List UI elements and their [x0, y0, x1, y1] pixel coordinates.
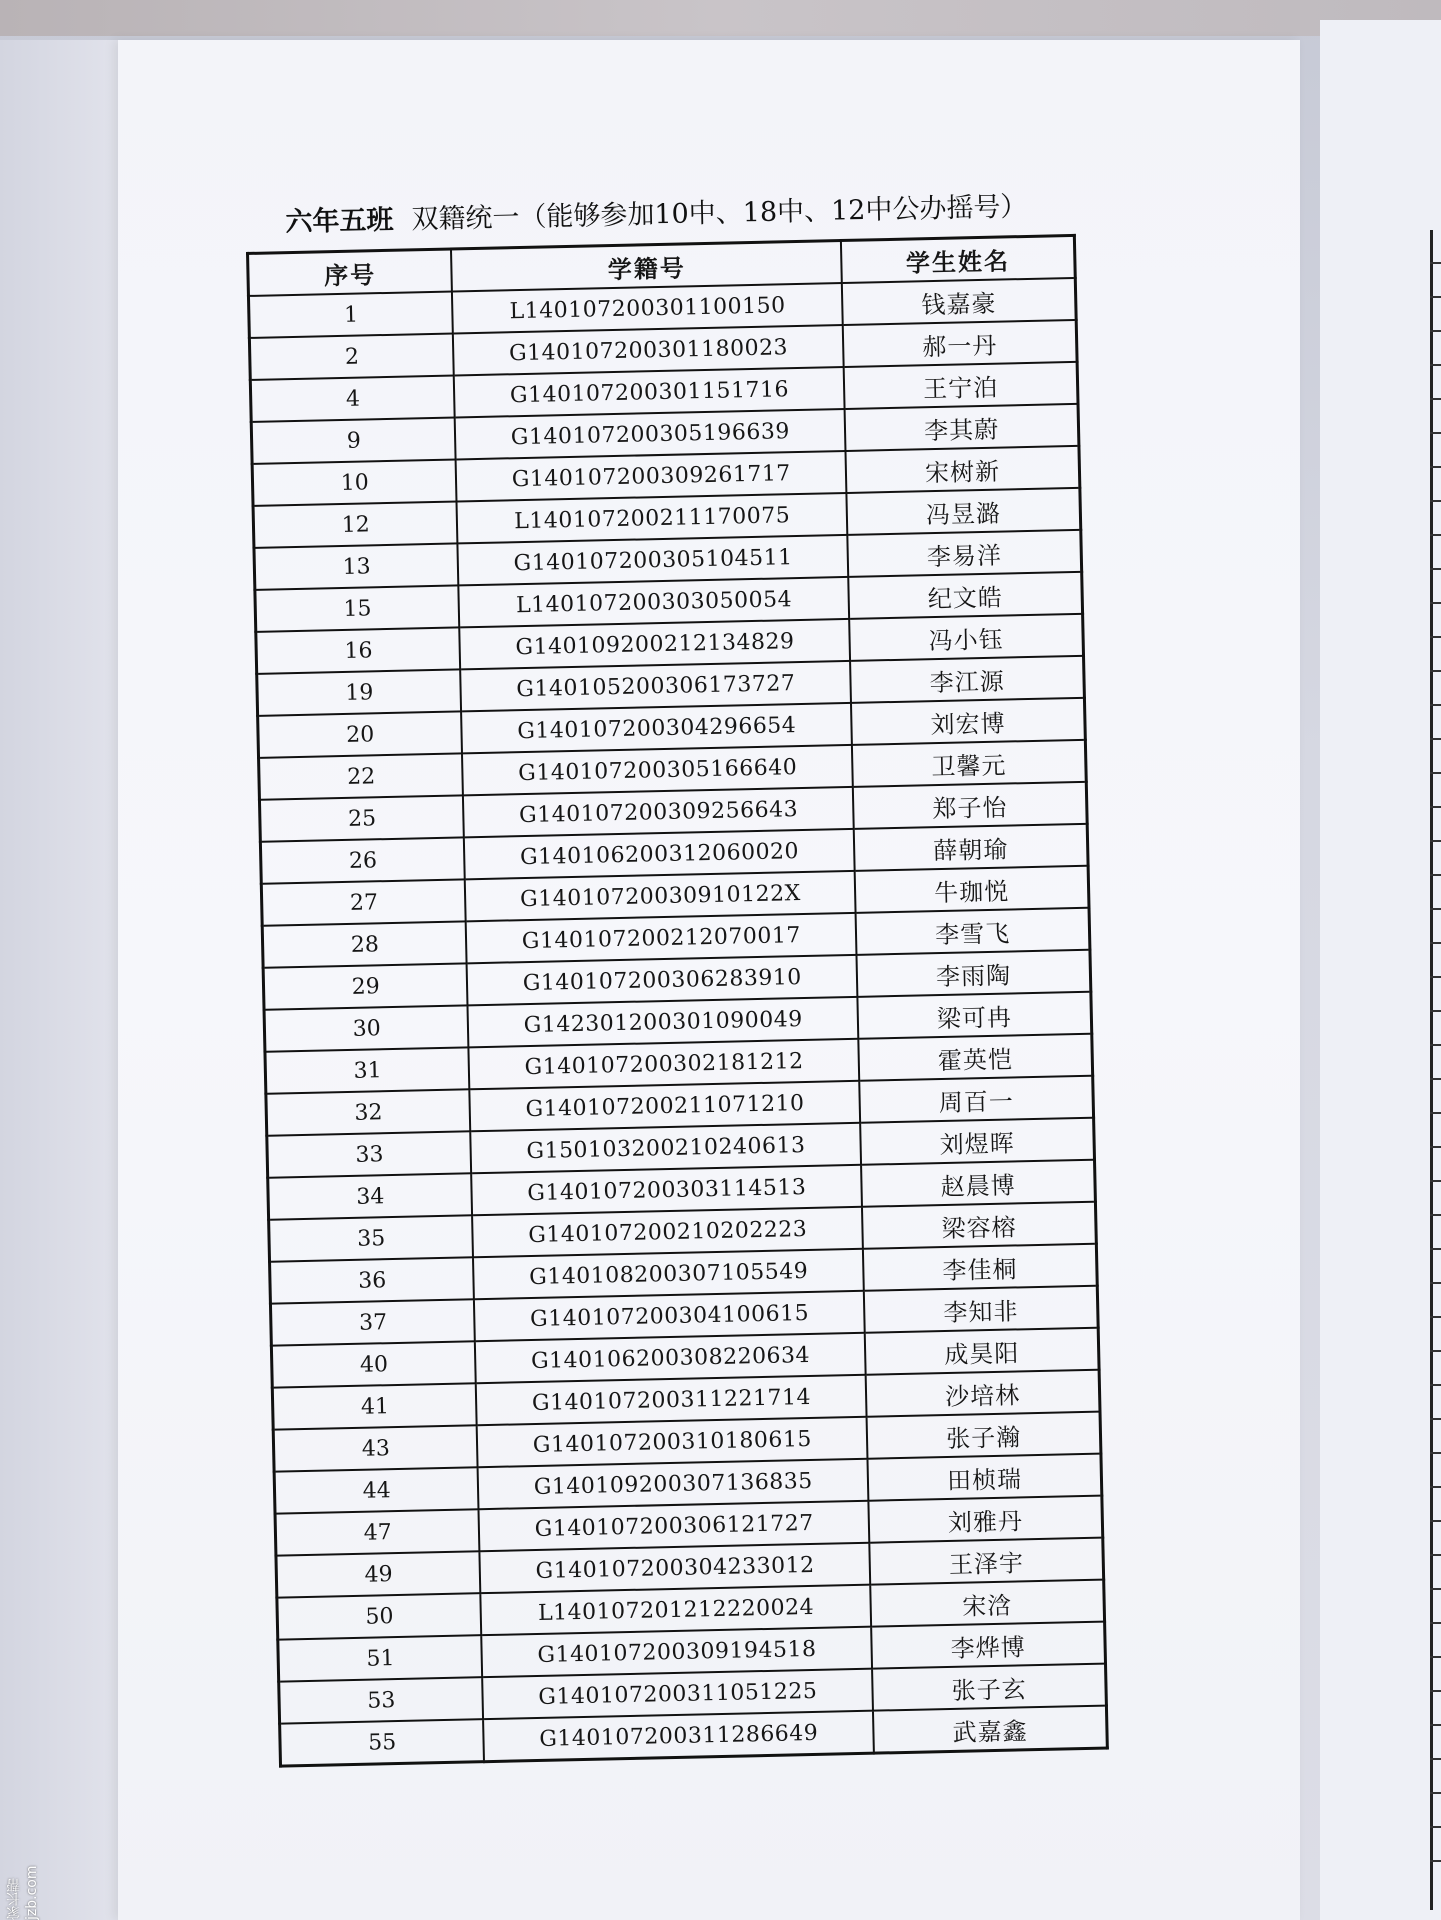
- row-student-name: 梁容榕: [862, 1202, 1096, 1249]
- underlying-table-rule: [1430, 1656, 1441, 1658]
- underlying-table-rule: [1430, 908, 1441, 910]
- underlying-table-rule: [1430, 1622, 1441, 1624]
- underlying-table-rule: [1430, 1588, 1441, 1590]
- title-description: 双籍统一（能够参加10中、18中、12中公办摇号）: [411, 191, 1028, 236]
- row-student-id: G140107200306121727: [479, 1501, 870, 1551]
- underlying-table-rule: [1430, 1486, 1441, 1488]
- row-student-name: 张子玄: [872, 1664, 1106, 1711]
- row-student-name: 李雨陶: [857, 950, 1091, 997]
- row-student-name: 牛珈悦: [855, 866, 1089, 913]
- underlying-table-rule: [1430, 466, 1441, 468]
- row-student-id: G140107200311051225: [483, 1669, 874, 1719]
- row-serial: 33: [267, 1131, 472, 1177]
- row-student-name: 郑子怡: [853, 782, 1087, 829]
- row-student-id: G140107200301180023: [453, 325, 844, 375]
- underlying-table-rule: [1430, 1350, 1441, 1352]
- row-student-name: 梁可冉: [858, 992, 1092, 1039]
- row-student-name: 薛朝瑜: [854, 824, 1088, 871]
- underlying-table-rule: [1430, 1690, 1441, 1692]
- underlying-table-rule: [1430, 1758, 1441, 1760]
- row-student-name: 田桢瑞: [868, 1454, 1102, 1501]
- row-serial: 27: [261, 879, 466, 925]
- row-serial: 31: [265, 1047, 470, 1093]
- underlying-table-rule: [1430, 1860, 1441, 1862]
- row-student-id: G140107200304233012: [480, 1543, 871, 1593]
- row-student-name: 成昊阳: [865, 1328, 1099, 1375]
- underlying-table-rule: [1430, 568, 1441, 570]
- row-student-id: G140105200306173727: [461, 661, 852, 711]
- row-student-id: G140106200312060020: [464, 829, 855, 879]
- row-student-name: 宋浛: [870, 1580, 1104, 1627]
- row-student-id: G140107200309256643: [463, 787, 854, 837]
- row-student-name: 郝一丹: [843, 320, 1077, 367]
- row-serial: 47: [275, 1509, 480, 1555]
- underlying-table-rule: [1430, 398, 1441, 400]
- row-serial: 35: [269, 1215, 474, 1261]
- row-student-name: 卫馨元: [852, 740, 1086, 787]
- row-student-name: 冯昱潞: [847, 488, 1081, 535]
- row-student-name: 张子瀚: [867, 1412, 1101, 1459]
- row-student-name: 刘雅丹: [869, 1496, 1103, 1543]
- row-student-id: G140107200305166640: [462, 745, 853, 795]
- underlying-table-rule: [1430, 976, 1441, 978]
- row-serial: 37: [270, 1299, 475, 1345]
- underlying-table-rule: [1430, 1826, 1441, 1828]
- row-student-id: G140107200306283910: [467, 955, 858, 1005]
- underlying-table-rule: [1430, 1724, 1441, 1726]
- row-student-id: G140107200310180615: [477, 1417, 868, 1467]
- row-student-name: 周百一: [859, 1076, 1093, 1123]
- row-serial: 20: [258, 711, 463, 757]
- underlying-table-rule: [1430, 636, 1441, 638]
- underlying-table-rule: [1430, 1248, 1441, 1250]
- underlying-table-rule: [1430, 1418, 1441, 1420]
- row-student-id: G140107200304100615: [474, 1291, 865, 1341]
- row-serial: 44: [274, 1467, 479, 1513]
- underlying-table-rule: [1430, 1554, 1441, 1556]
- underlying-table-rule: [1430, 534, 1441, 536]
- row-student-id: G140109200307136835: [478, 1459, 869, 1509]
- underlying-table-rule: [1430, 330, 1441, 332]
- row-serial: 30: [264, 1005, 469, 1051]
- row-student-name: 李江源: [850, 656, 1084, 703]
- row-student-id: L140107201212220024: [481, 1585, 872, 1635]
- row-student-name: 刘煜晖: [860, 1118, 1094, 1165]
- row-student-id: G14010720030910122X: [465, 871, 856, 921]
- underlying-table-rule: [1430, 296, 1441, 298]
- row-student-id: L140107200303050054: [459, 577, 850, 627]
- row-student-id: G140107200210202223: [472, 1207, 863, 1257]
- class-name: 六年五班: [285, 204, 394, 238]
- underlying-table-rule: [1430, 1112, 1441, 1114]
- header-serial: 序号: [248, 249, 453, 296]
- row-serial: 36: [270, 1257, 475, 1303]
- underlying-table-rule: [1430, 806, 1441, 808]
- row-serial: 26: [260, 837, 465, 883]
- table-surface-strip: [0, 0, 1441, 36]
- row-serial: 15: [255, 585, 460, 631]
- row-student-name: 霍英恺: [859, 1034, 1093, 1081]
- row-serial: 22: [259, 753, 464, 799]
- row-serial: 13: [254, 543, 459, 589]
- row-student-id: L140107200301100150: [452, 283, 843, 333]
- underlying-table-rule: [1430, 1282, 1441, 1284]
- row-student-id: L140107200211170075: [457, 493, 848, 543]
- underlying-table-rule: [1430, 1384, 1441, 1386]
- row-serial: 25: [259, 795, 464, 841]
- header-student-id: 学籍号: [451, 241, 842, 292]
- row-serial: 4: [250, 375, 455, 421]
- underlying-table-rule: [1430, 942, 1441, 944]
- underlying-table-border: [1430, 230, 1433, 1910]
- underlying-table-rule: [1430, 1214, 1441, 1216]
- row-student-name: 王泽宇: [870, 1538, 1104, 1585]
- row-student-name: 宋树新: [846, 446, 1080, 493]
- row-student-id: G150103200210240613: [471, 1123, 862, 1173]
- underlying-table-rule: [1430, 1452, 1441, 1454]
- row-student-name: 武嘉鑫: [873, 1706, 1107, 1754]
- row-serial: 51: [278, 1635, 483, 1681]
- row-student-id: G140107200301151716: [454, 367, 845, 417]
- underlying-table-rule: [1430, 1010, 1441, 1012]
- underlying-table-rule: [1430, 1520, 1441, 1522]
- student-table: [246, 234, 1109, 1768]
- row-serial: 1: [248, 292, 453, 338]
- underlying-table-rule: [1430, 840, 1441, 842]
- row-serial: 53: [279, 1677, 484, 1723]
- underlying-table-rule: [1430, 738, 1441, 740]
- row-student-name: 李佳桐: [863, 1244, 1097, 1291]
- row-student-name: 李知非: [864, 1286, 1098, 1333]
- row-student-name: 王宁泊: [844, 362, 1078, 409]
- row-student-id: G140109200212134829: [460, 619, 851, 669]
- underlying-table-rule: [1430, 500, 1441, 502]
- underlying-table-rule: [1430, 1180, 1441, 1182]
- row-serial: 50: [277, 1593, 482, 1639]
- row-student-name: 李烨博: [871, 1622, 1105, 1669]
- row-student-name: 李其蔚: [845, 404, 1079, 451]
- student-table-wrapper: [246, 234, 1109, 1768]
- row-student-id: G140107200303114513: [472, 1165, 863, 1215]
- row-serial: 29: [263, 963, 468, 1009]
- row-student-id: G140107200309261717: [456, 451, 847, 501]
- row-serial: 9: [251, 417, 456, 463]
- underlying-sheet: [1320, 20, 1441, 1920]
- underlying-table-rule: [1430, 364, 1441, 366]
- row-student-id: G140107200309194518: [482, 1627, 873, 1677]
- row-student-id: G140107200311286649: [483, 1711, 874, 1762]
- row-serial: 28: [262, 921, 467, 967]
- row-serial: 16: [256, 627, 461, 673]
- row-student-id: G140107200212070017: [466, 913, 857, 963]
- row-student-name: 刘宏博: [851, 698, 1085, 745]
- underlying-table-rule: [1430, 432, 1441, 434]
- row-serial: 41: [272, 1383, 477, 1429]
- row-serial: 2: [249, 333, 454, 379]
- underlying-table-rule: [1430, 874, 1441, 876]
- row-student-name: 冯小钰: [849, 614, 1083, 661]
- row-student-id: G142301200301090049: [468, 997, 859, 1047]
- underlying-table-rule: [1430, 1316, 1441, 1318]
- row-serial: 19: [257, 669, 462, 715]
- row-student-name: 纪文皓: [848, 572, 1082, 619]
- header-student-name: 学生姓名: [841, 235, 1075, 283]
- row-student-id: G140107200304296654: [461, 703, 852, 753]
- row-student-name: 钱嘉豪: [842, 278, 1076, 325]
- underlying-table-rule: [1430, 1078, 1441, 1080]
- row-student-id: G140108200307105549: [473, 1249, 864, 1299]
- row-student-id: G140107200211071210: [470, 1081, 861, 1131]
- underlying-table-rule: [1430, 772, 1441, 774]
- row-student-id: G140107200305104511: [458, 535, 849, 585]
- underlying-table-rule: [1430, 670, 1441, 672]
- watermark: 家长帮 jzb.com: [6, 1865, 40, 1920]
- row-student-id: G140106200308220634: [475, 1333, 866, 1383]
- row-student-id: G140107200305196639: [455, 409, 846, 459]
- row-serial: 55: [280, 1719, 485, 1766]
- underlying-table-rule: [1430, 262, 1441, 264]
- row-serial: 40: [271, 1341, 476, 1387]
- row-serial: 32: [266, 1089, 471, 1135]
- row-serial: 12: [253, 501, 458, 547]
- row-serial: 43: [273, 1425, 478, 1471]
- underlying-table-rule: [1430, 602, 1441, 604]
- underlying-table-rule: [1430, 1044, 1441, 1046]
- row-student-name: 沙培林: [866, 1370, 1100, 1417]
- row-student-id: G140107200302181212: [469, 1039, 860, 1089]
- underlying-table-rule: [1430, 1792, 1441, 1794]
- row-student-name: 赵晨博: [861, 1160, 1095, 1207]
- row-serial: 49: [276, 1551, 481, 1597]
- underlying-table-rule: [1430, 1146, 1441, 1148]
- row-student-name: 李易洋: [848, 530, 1082, 577]
- row-student-id: G140107200311221714: [476, 1375, 867, 1425]
- row-student-name: 李雪飞: [856, 908, 1090, 955]
- row-serial: 34: [268, 1173, 473, 1219]
- underlying-table-rule: [1430, 704, 1441, 706]
- row-serial: 10: [252, 459, 457, 505]
